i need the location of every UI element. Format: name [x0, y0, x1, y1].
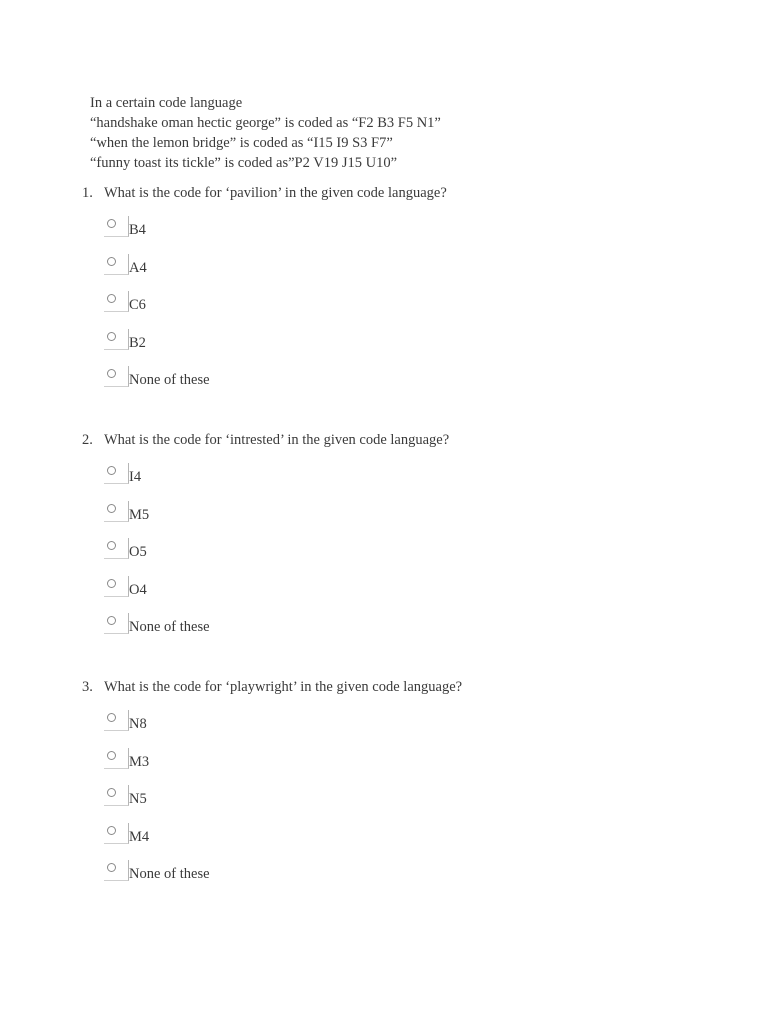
option-label: M3 [129, 753, 150, 770]
radio-button[interactable] [107, 579, 116, 588]
radio-button[interactable] [107, 826, 116, 835]
question-text [82, 183, 722, 203]
intro-line: “handshake oman hectic george” is coded as “F2 B3 F5 N1” [90, 115, 441, 131]
question-1 [82, 183, 722, 404]
option-label: B2 [129, 334, 146, 351]
radio-button[interactable] [107, 751, 116, 760]
radio-button[interactable] [107, 332, 116, 341]
answer-options [82, 463, 722, 651]
option[interactable] [82, 463, 722, 501]
option-label: None of these [129, 372, 210, 388]
option-label: I4 [129, 469, 142, 485]
radio-button[interactable] [107, 504, 116, 513]
question-number: 3. [82, 679, 93, 695]
option-label: A4 [129, 259, 147, 276]
intro-block [90, 93, 441, 173]
question-2 [82, 430, 722, 651]
option-label: N8 [129, 716, 147, 732]
option-label: M5 [129, 506, 150, 523]
question-prompt: What is the code for ‘intrested’ in the given code language? [104, 432, 450, 448]
radio-button[interactable] [107, 219, 116, 228]
option[interactable] [82, 538, 722, 576]
option[interactable] [82, 291, 722, 329]
option[interactable] [82, 366, 722, 404]
radio-button[interactable] [107, 369, 116, 378]
option[interactable] [82, 329, 722, 367]
option[interactable] [82, 710, 722, 748]
radio-button[interactable] [107, 257, 116, 266]
option-label: C6 [129, 297, 146, 313]
option-label: O4 [129, 581, 147, 598]
option-label: None of these [129, 866, 210, 882]
radio-button[interactable] [107, 294, 116, 303]
radio-button[interactable] [107, 863, 116, 872]
question-number: 1. [82, 185, 93, 201]
intro-line: “when the lemon bridge” is coded as “I15 I9 S3 F7” [90, 135, 393, 151]
radio-button[interactable] [107, 466, 116, 475]
radio-button[interactable] [107, 713, 116, 722]
option[interactable] [82, 576, 722, 614]
answer-options [82, 216, 722, 404]
question-3 [82, 677, 722, 898]
option[interactable] [82, 748, 722, 786]
option-label: None of these [129, 619, 210, 635]
option[interactable] [82, 785, 722, 823]
question-prompt: What is the code for ‘playwright’ in the given code language? [104, 679, 463, 695]
option[interactable] [82, 254, 722, 292]
option-label: M4 [129, 828, 150, 845]
option-label: B4 [129, 222, 146, 238]
question-text [82, 430, 722, 450]
option[interactable] [82, 823, 722, 861]
intro-line: “funny toast its tickle” is coded as”P2 V19 J15 U10” [90, 155, 397, 171]
radio-button[interactable] [107, 788, 116, 797]
option[interactable] [82, 216, 722, 254]
option-label: N5 [129, 791, 147, 807]
question-prompt: What is the code for ‘pavilion’ in the given code language? [104, 185, 447, 201]
answer-options [82, 710, 722, 898]
option-label: O5 [129, 544, 147, 560]
radio-button[interactable] [107, 616, 116, 625]
question-text [82, 677, 722, 697]
question-number: 2. [82, 432, 93, 448]
option[interactable] [82, 501, 722, 539]
option[interactable] [82, 860, 722, 898]
radio-button[interactable] [107, 541, 116, 550]
intro-line: In a certain code language [90, 95, 243, 111]
option[interactable] [82, 613, 722, 651]
